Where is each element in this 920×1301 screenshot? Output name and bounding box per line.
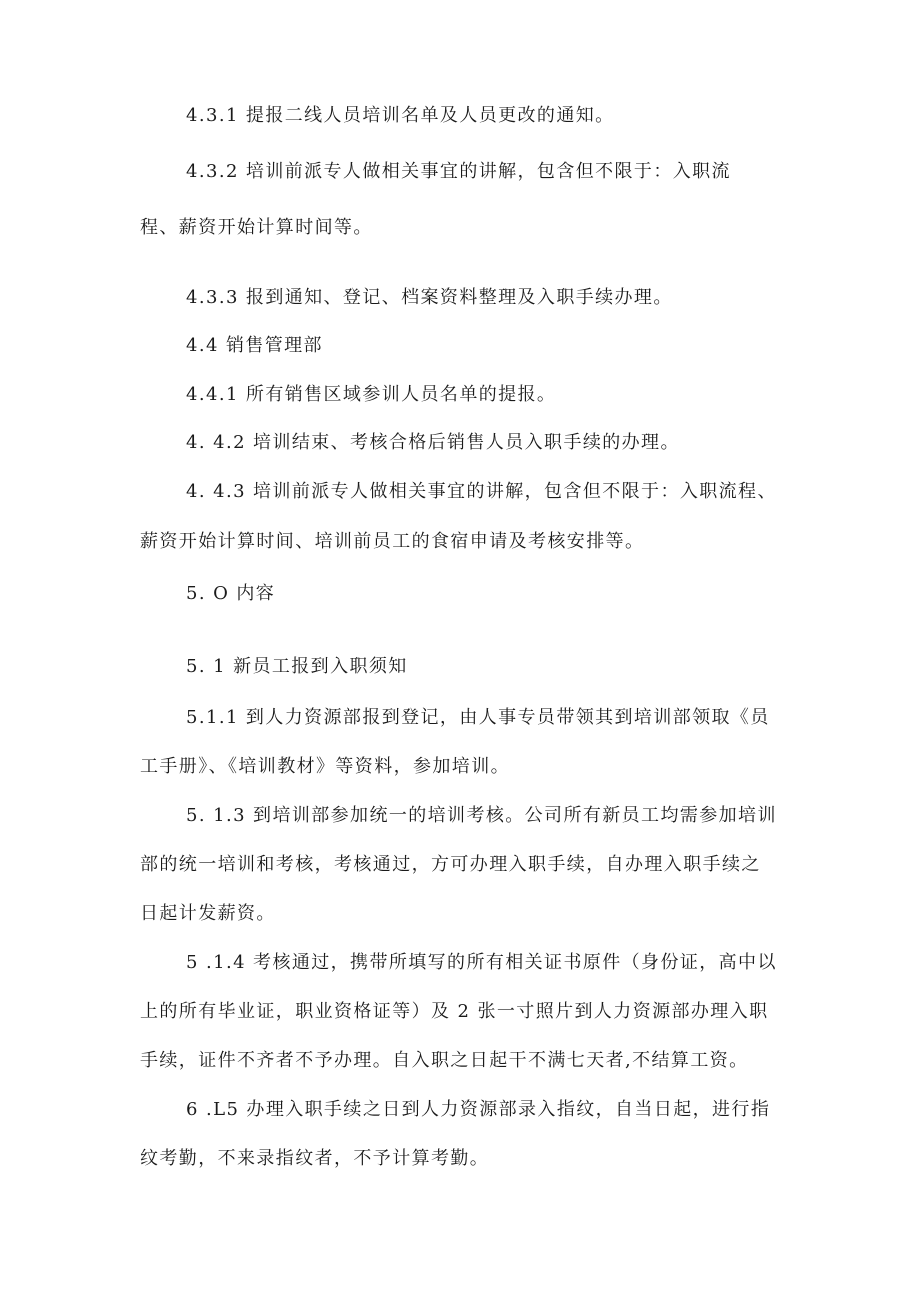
paragraph-4-4-2: 4. 4.2 培训结束、考核合格后销售人员入职手续的办理。 [186, 432, 680, 453]
paragraph-4-3-2-line2: 程、薪资开始计算时间等。 [140, 217, 373, 238]
paragraph-5-1-3-line3: 日起计发薪资。 [140, 903, 276, 924]
section-heading-4-4: 4.4 销售管理部 [186, 335, 323, 356]
paragraph-5-1-3-line2: 部的统一培训和考核，考核通过，方可办理入职手续，自办理入职手续之 [140, 854, 761, 875]
paragraph-5-1-1-line1: 5.1.1 到人力资源部报到登记，由人事专员带领其到培训部领取《员 [186, 707, 770, 728]
section-heading-5-1: 5. 1 新员工报到入职须知 [186, 656, 408, 677]
paragraph-4-4-3-line1: 4. 4.3 培训前派专人做相关事宜的讲解，包含但不限于：入职流程、 [186, 481, 777, 502]
section-heading-5: 5. O 内容 [186, 583, 276, 604]
paragraph-6-l5-line1: 6 .L5 办理入职手续之日到人力资源部录入指纹，自当日起，进行指 [186, 1099, 771, 1120]
paragraph-4-4-1: 4.4.1 所有销售区域参训人员名单的提报。 [186, 384, 557, 405]
paragraph-5-1-3-line1: 5. 1.3 到培训部参加统一的培训考核。公司所有新员工均需参加培训 [186, 805, 777, 826]
paragraph-6-l5-line2: 纹考勤，不来录指纹者，不予计算考勤。 [140, 1148, 490, 1169]
paragraph-5-1-4-line1: 5 .1.4 考核通过，携带所填写的所有相关证书原件（身份证，高中以 [186, 952, 777, 973]
paragraph-5-1-1-line2: 工手册》、《培训教材》等资料，参加培训。 [140, 756, 510, 777]
paragraph-5-1-4-line3: 手续，证件不齐者不予办理。自入职之日起干不满七天者,不结算工资。 [140, 1050, 749, 1071]
paragraph-4-3-2-line1: 4.3.2 培训前派专人做相关事宜的讲解，包含但不限于：入职流 [186, 161, 731, 182]
paragraph-4-3-1: 4.3.1 提报二线人员培训名单及人员更改的通知。 [186, 105, 615, 126]
paragraph-4-4-3-line2: 薪资开始计算时间、培训前员工的食宿申请及考核安排等。 [140, 531, 645, 552]
paragraph-5-1-4-line2: 上的所有毕业证，职业资格证等）及 2 张一寸照片到人力资源部办理入职 [140, 1001, 769, 1022]
paragraph-4-3-3: 4.3.3 报到通知、登记、档案资料整理及入职手续办理。 [186, 287, 673, 308]
